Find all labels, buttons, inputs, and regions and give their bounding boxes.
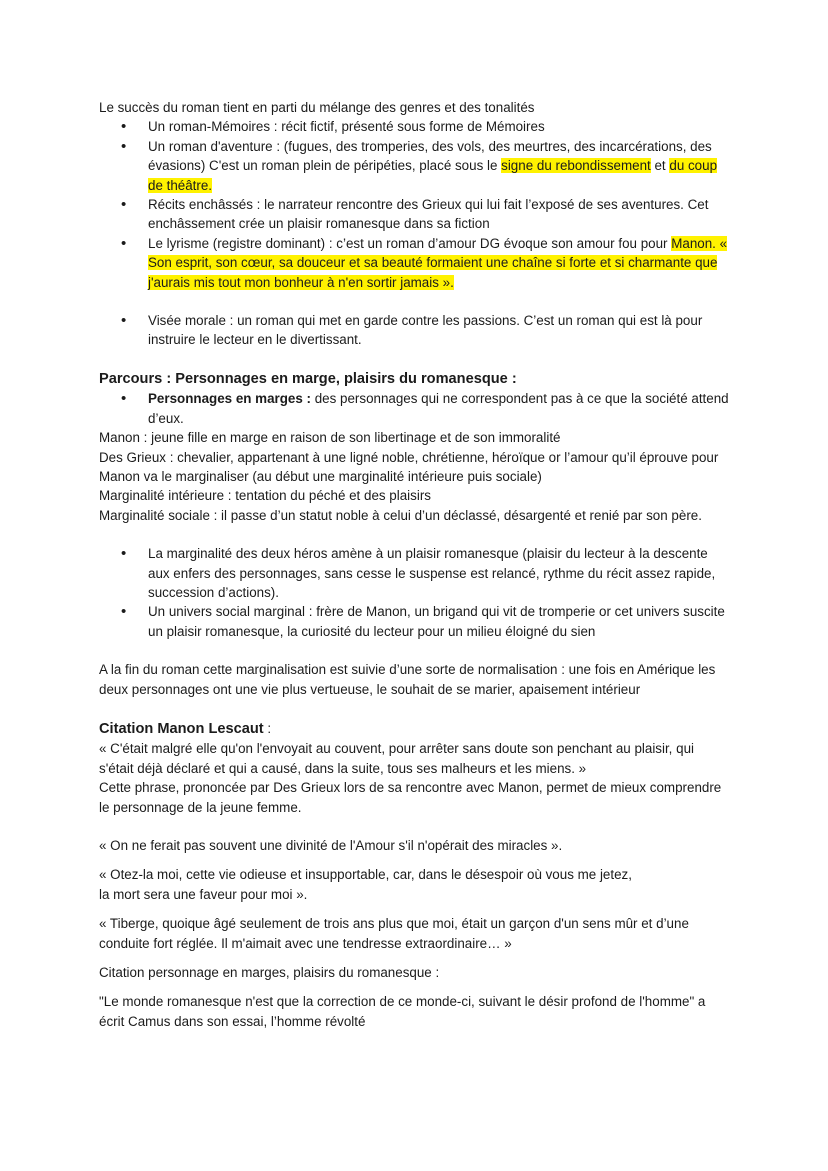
intro-paragraph: Le succès du roman tient en parti du mélange des genres et des tonalités bbox=[99, 100, 535, 115]
citation-4: « Tiberge, quoique âgé seulement de trois ans plus que moi, était un garçon d'un sens mûr et d’une conduite fort réglée. Il m'aimait avec une tendresse extraordinaire… » bbox=[99, 916, 689, 951]
highlighted-text: signe du rebondissement bbox=[501, 158, 651, 174]
highlighted-text: du coup de théâtre. bbox=[148, 158, 718, 193]
marginalite-sociale: Marginalité sociale : il passe d’un statut noble à celui d’un déclassé, désargenté et renié par son père. bbox=[99, 507, 702, 523]
list-item: • Personnages en marges : des personnages qui ne correspondent pas à ce que la société attend d’eux. bbox=[99, 389, 731, 428]
manon-paragraph: Manon : jeune fille en marge en raison de son libertinage et de son immoralité bbox=[99, 430, 561, 446]
citation-2: « On ne ferait pas souvent une divinité de l'Amour s'il n'opérait des miracles ». bbox=[99, 838, 563, 853]
citations-heading: Citation Manon Lescaut : bbox=[99, 720, 272, 737]
document-page bbox=[99, 98, 731, 1031]
citation-5-heading: Citation personnage en marges, plaisirs du romanesque : bbox=[99, 965, 440, 981]
visee-list bbox=[99, 311, 731, 350]
citation-3: « Otez-la moi, cette vie odieuse et insupportable, car, dans le désespoir où vous me jetez, la mort sera une faveur pour moi ». bbox=[99, 867, 632, 902]
list-item: • Le lyrisme (registre dominant) : c’est un roman d’amour DG évoque son amour fou pour Manon. « Son esprit, son cœur, sa douceur et sa beauté formaient une chaîne si forte et si charmante que j'aurais mis tout mon bonheur à n'en sortir jamais ». bbox=[99, 234, 731, 292]
parcours-heading: Parcours : Personnages en marge, plaisirs du romanesque : bbox=[99, 370, 517, 387]
citation-1: « C'était malgré elle qu'on l'envoyait au couvent, pour arrêter sans doute son penchant au plaisir, qui s'était déjà déclaré et qui a causé, dans la suite, tous ses malheurs et les miens. » bbox=[99, 741, 694, 776]
citation-1-comment: Cette phrase, prononcée par Des Grieux lors de sa rencontre avec Manon, permet de mieux comprendre le personnage de la jeune femme. bbox=[99, 780, 722, 815]
conclusion-paragraph: A la fin du roman cette marginalisation est suivie d’une sorte de normalisation : une fois en Amérique les deux personnages ont une vie plus vertueuse, le souhait de se marier, apaisement intérieur bbox=[99, 662, 716, 697]
list-item: • Un roman d'aventure : (fugues, des tromperies, des vols, des meurtres, des incarcérations, des évasions) C'est un roman plein de péripéties, placé sous le signe du rebondissement et du coup de théâtre. bbox=[99, 137, 731, 195]
desgrieux-paragraph: Des Grieux : chevalier, appartenant à une ligné noble, chrétienne, héroïque or l’amour qu’il éprouve pour Manon va le marginaliser (au début une marginalité intérieure puis sociale) bbox=[99, 449, 719, 484]
marges-list bbox=[99, 389, 731, 428]
list-item: • Un univers social marginal : frère de Manon, un brigand qui vit de tromperie or cet univers suscite un plaisir romanesque, la curiosité du lecteur pour un milieu éloigné du sien bbox=[99, 602, 731, 641]
citation-5: "Le monde romanesque n'est que la correction de ce monde-ci, suivant le désir profond de l'homme" a écrit Camus dans son essai, l’homme révolté bbox=[99, 994, 706, 1029]
list-item: • Un roman-Mémoires : récit fictif, présenté sous forme de Mémoires bbox=[99, 117, 731, 136]
list-item: • La marginalité des deux héros amène à un plaisir romanesque (plaisir du lecteur à la descente aux enfers des personnages, sans cesse le suspense est relancé, rythme du récit assez rapide, succession d’actions). bbox=[99, 544, 731, 602]
highlighted-quote: Manon. « Son esprit, son cœur, sa douceur et sa beauté formaient une chaîne si forte et si charmante que j'aurais mis tout mon bonheur à n'en sortir jamais ». bbox=[148, 235, 728, 290]
list-item: • Récits enchâssés : le narrateur rencontre des Grieux qui lui fait l’exposé de ses aventures. Cet enchâssement crée un plaisir romanesque dans sa fiction bbox=[99, 195, 731, 234]
plaisir-list bbox=[99, 544, 731, 641]
marginalite-interieure: Marginalité intérieure : tentation du péché et des plaisirs bbox=[99, 488, 431, 504]
list-item: • Visée morale : un roman qui met en garde contre les passions. C’est un roman qui est là pour instruire le lecteur en le divertissant. bbox=[99, 311, 731, 350]
genres-list bbox=[99, 117, 731, 292]
